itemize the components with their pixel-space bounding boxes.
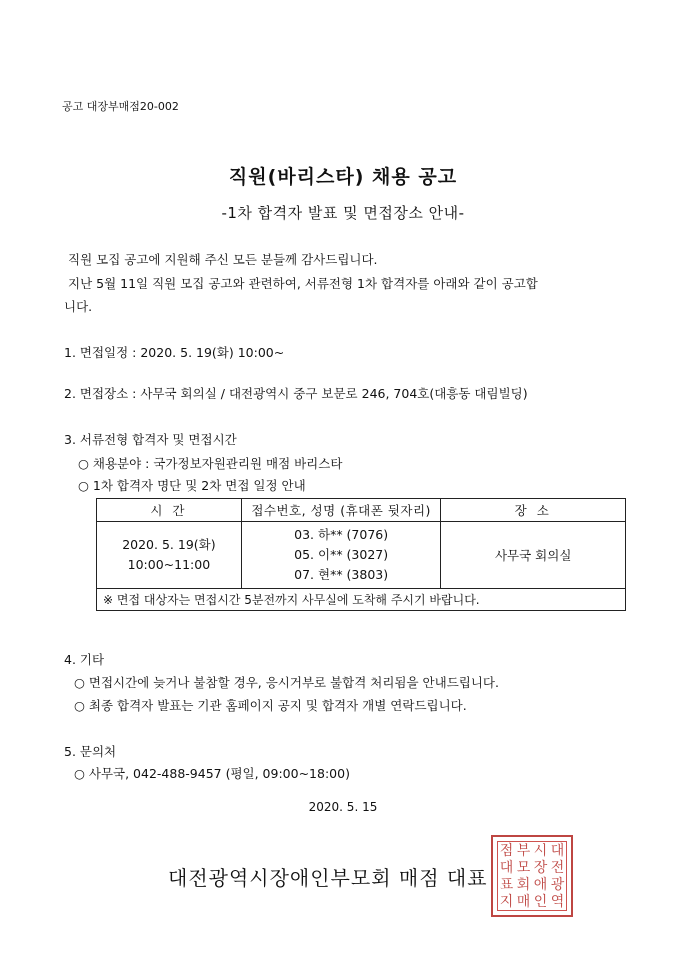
seal-char: 전: [550, 859, 565, 876]
intro-line-3: 니다.: [64, 299, 93, 314]
table-row: [97, 522, 626, 589]
table-note: ※ 면접 대상자는 면접시간 5분전까지 사무실에 도착해 주시기 바랍니다.: [97, 589, 626, 611]
section3-item-schedule: ○ 1차 합격자 명단 및 2차 면접 일정 안내: [78, 478, 306, 493]
seal-char: 지: [499, 893, 514, 910]
section4-item-late: ○ 면접시간에 늦거나 불참할 경우, 응시거부로 불합격 처리됨을 안내드립니다.: [74, 675, 499, 690]
table-note-row: [97, 589, 626, 611]
organization-name: 대전광역시장애인부모회 매점 대표: [168, 866, 488, 890]
seal-characters: [497, 841, 567, 911]
seal-char: 부: [516, 842, 531, 859]
seal-char: 모: [516, 859, 531, 876]
seal-char: 표: [499, 876, 514, 893]
table-header-row: [97, 499, 626, 522]
seal-char: 애: [533, 876, 548, 893]
header-place: 장 소: [441, 499, 626, 522]
seal-char: 인: [533, 893, 548, 910]
contact-info: ○ 사무국, 042-488-9457 (평일, 09:00~18:00): [74, 766, 350, 781]
section4-heading: 4. 기타: [64, 652, 105, 667]
seal-char: 매: [516, 893, 531, 910]
page-title: 직원(바리스타) 채용 공고: [228, 166, 458, 188]
seal-char: 회: [516, 876, 531, 893]
section5-heading: 5. 문의처: [64, 744, 117, 759]
notice-number: 공고 대장부매점20-002: [62, 100, 179, 113]
notice-date: 2020. 5. 15: [308, 800, 378, 814]
section3-heading: 3. 서류전형 합격자 및 면접시간: [64, 432, 237, 447]
cell-applicants: [241, 522, 441, 589]
seal-char: 시: [533, 842, 548, 859]
section4-item-final: ○ 최종 합격자 발표는 기관 홈페이지 공지 및 합격자 개별 연락드립니다.: [74, 698, 467, 713]
applicant-1: 03. 하** (7076): [294, 527, 389, 542]
cell-time: [97, 522, 242, 589]
seal-char: 점: [499, 842, 514, 859]
time-range: 10:00~11:00: [127, 557, 211, 572]
seal-char: 대: [499, 859, 514, 876]
applicant-2: 05. 이** (3027): [294, 547, 389, 562]
applicant-3: 07. 현** (3803): [294, 567, 389, 582]
page-subtitle: -1차 합격자 발표 및 면접장소 안내-: [221, 204, 465, 222]
interview-location: 2. 면접장소 : 사무국 회의실 / 대전광역시 중구 보문로 246, 704호(대흥동 대림빌딩): [64, 386, 528, 401]
intro-line-1: 직원 모집 공고에 지원해 주신 모든 분들께 감사드립니다.: [68, 252, 378, 267]
cell-place: 사무국 회의실: [441, 522, 626, 589]
interview-schedule: 1. 면접일정 : 2020. 5. 19(화) 10:00~: [64, 345, 285, 360]
seal-char: 대: [550, 842, 565, 859]
applicant-table: [96, 498, 626, 611]
header-applicant: 접수번호, 성명 (휴대폰 뒷자리): [241, 499, 441, 522]
header-time: 시 간: [97, 499, 242, 522]
seal-char: 광: [550, 876, 565, 893]
seal-char: 장: [533, 859, 548, 876]
time-date: 2020. 5. 19(화): [122, 537, 216, 552]
section3-item-field: ○ 채용분야 : 국가정보자원관리원 매점 바리스타: [78, 456, 343, 471]
seal-char: 역: [550, 893, 565, 910]
official-seal: [491, 835, 573, 917]
intro-line-2: 지난 5월 11일 직원 모집 공고와 관련하여, 서류전형 1차 합격자를 아래와 같이 공고합: [68, 276, 538, 291]
